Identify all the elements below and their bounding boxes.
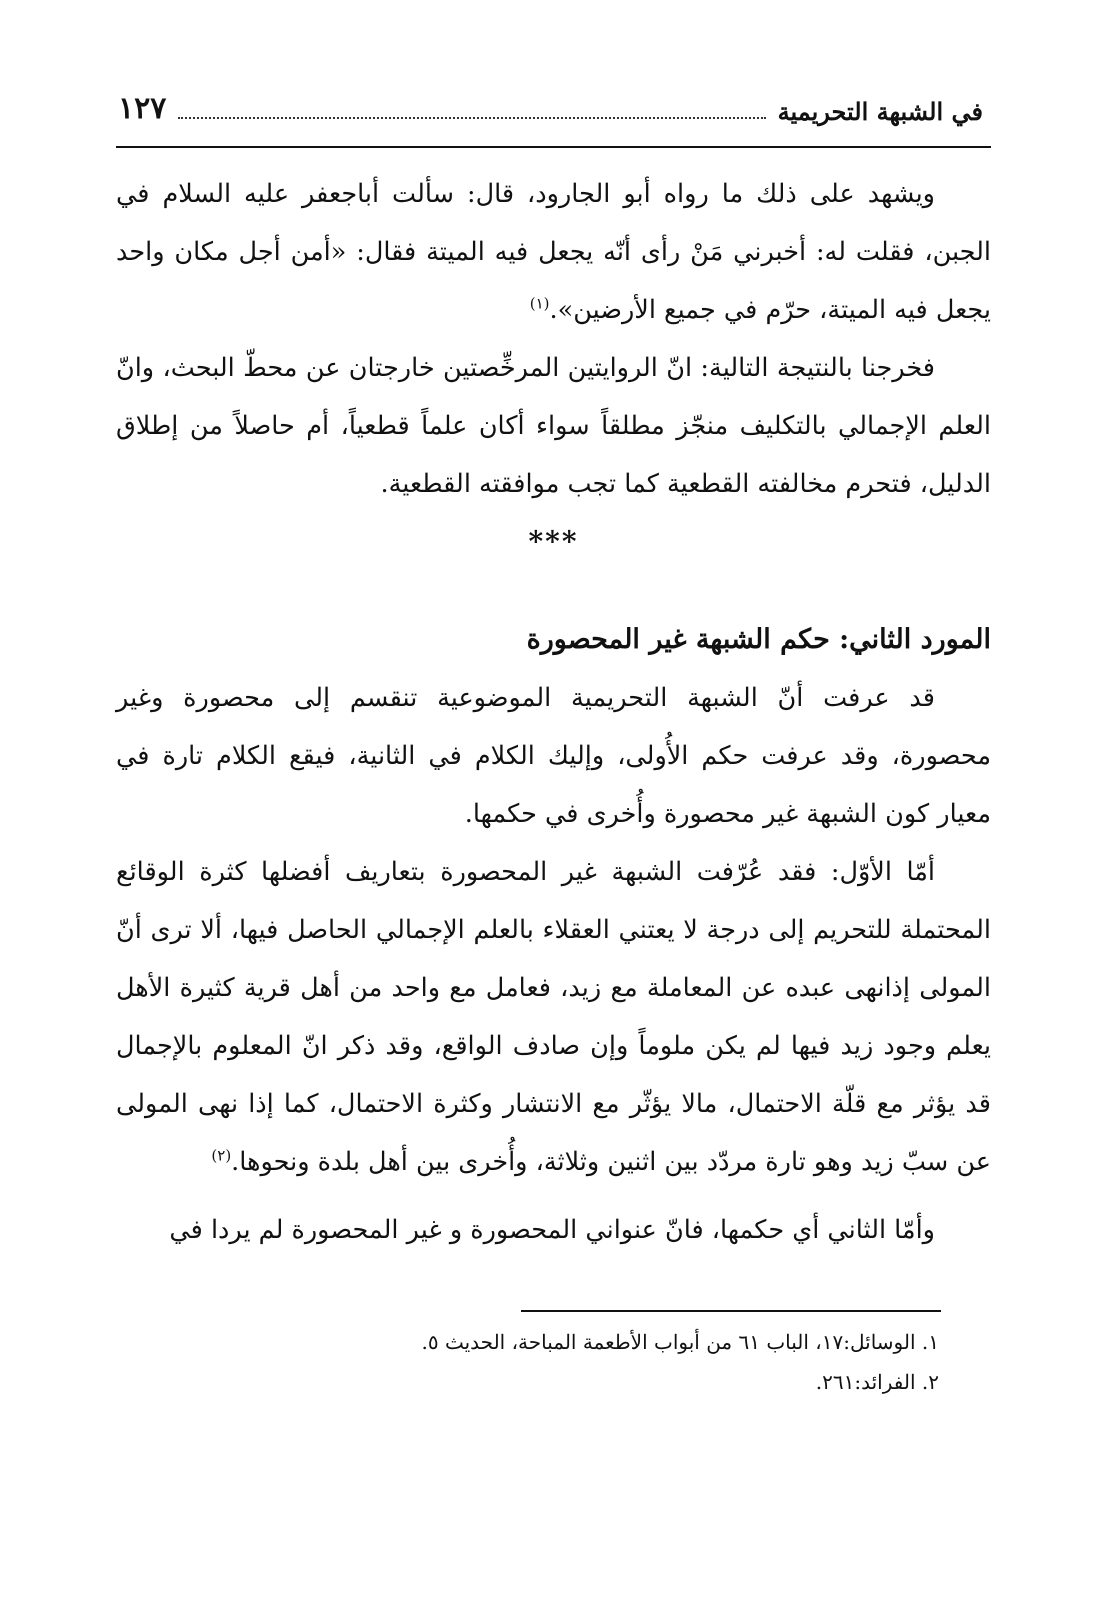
body-text	[116, 165, 991, 1259]
paragraph-ruling: وأمّا الثاني أي حكمها، فانّ عنواني المحصورة و غير المحصورة لم يردا في	[169, 1215, 935, 1245]
header-dot-leader	[178, 117, 765, 119]
paragraph-intro: قد عرفت أنّ الشبهة التحريمية الموضوعية تنقسم إلى محصورة وغير محصورة، وقد عرفت حكم الأُولى، وإليك الكلام في الثانية، فيقع الكلام تارة في معيار كون الشبهة غير محصورة وأُخرى في حكمها.	[116, 683, 991, 829]
running-header	[118, 86, 983, 126]
paragraph-narration	[116, 165, 991, 339]
page-number: ١٢٧	[118, 91, 167, 126]
header-title: في الشبهة التحريمية	[777, 97, 983, 126]
footnote-2: ٢. الفرائد:٢٦١.	[815, 1370, 939, 1394]
paragraph-definition	[116, 843, 991, 1191]
footnote-ref-2: (٢)	[211, 1146, 232, 1165]
footnote-rule	[521, 1310, 941, 1312]
footnotes	[200, 1322, 939, 1402]
paragraph-narration-text: ويشهد على ذلك ما رواه أبو الجارود، قال: سألت أباجعفر عليه السلام في الجبن، فقلت له: أخبرني مَنْ رأى أنّه يجعل فيه الميتة فقال: «أمن أجل مكان واحد يجعل فيه الميتة، حرّم في جميع الأرضين».	[116, 179, 991, 325]
paragraph-definition-text: أمّا الأوّل: فقد عُرّفت الشبهة غير المحصورة بتعاريف أفضلها كثرة الوقائع المحتملة للتحريم إلى درجة لا يعتني العقلاء بالعلم الإجمالي الحاصل فيها، ألا ترى أنّ المولى إذانهى عبده عن المعاملة مع زيد، فعامل مع واحد من أهل قرية كثيرة الأهل يعلم وجود زيد فيها لم يكن ملوماً وإن صادف الواقع، وقد ذكر انّ المعلوم بالإجمال قد يؤثر مع قلّة الاحتمال، مالا يؤثّر مع الانتشار وكثرة الاحتمال، كما إذا نهى المولى عن سبّ زيد وهو تارة مردّد بين اثنين وثلاثة، وأُخرى بين أهل بلدة ونحوها.	[116, 857, 991, 1177]
header-rule	[116, 146, 991, 148]
footnote-ref-1: (١)	[529, 294, 550, 313]
section-separator: ***	[528, 525, 579, 558]
section-heading: المورد الثاني: حكم الشبهة غير المحصورة	[526, 624, 991, 655]
footnote-1: ١. الوسائل:١٧، الباب ٦١ من أبواب الأطعمة المباحة، الحديث ٥.	[421, 1330, 939, 1354]
paragraph-conclusion: فخرجنا بالنتيجة التالية: انّ الروايتين المرخِّصتين خارجتان عن محطّ البحث، وانّ العلم الإجمالي بالتكليف منجّز مطلقاً سواء أكان علماً قطعياً، أم حاصلاً من إطلاق الدليل، فتحرم مخالفته القطعية كما تجب موافقته القطعية.	[116, 353, 991, 499]
